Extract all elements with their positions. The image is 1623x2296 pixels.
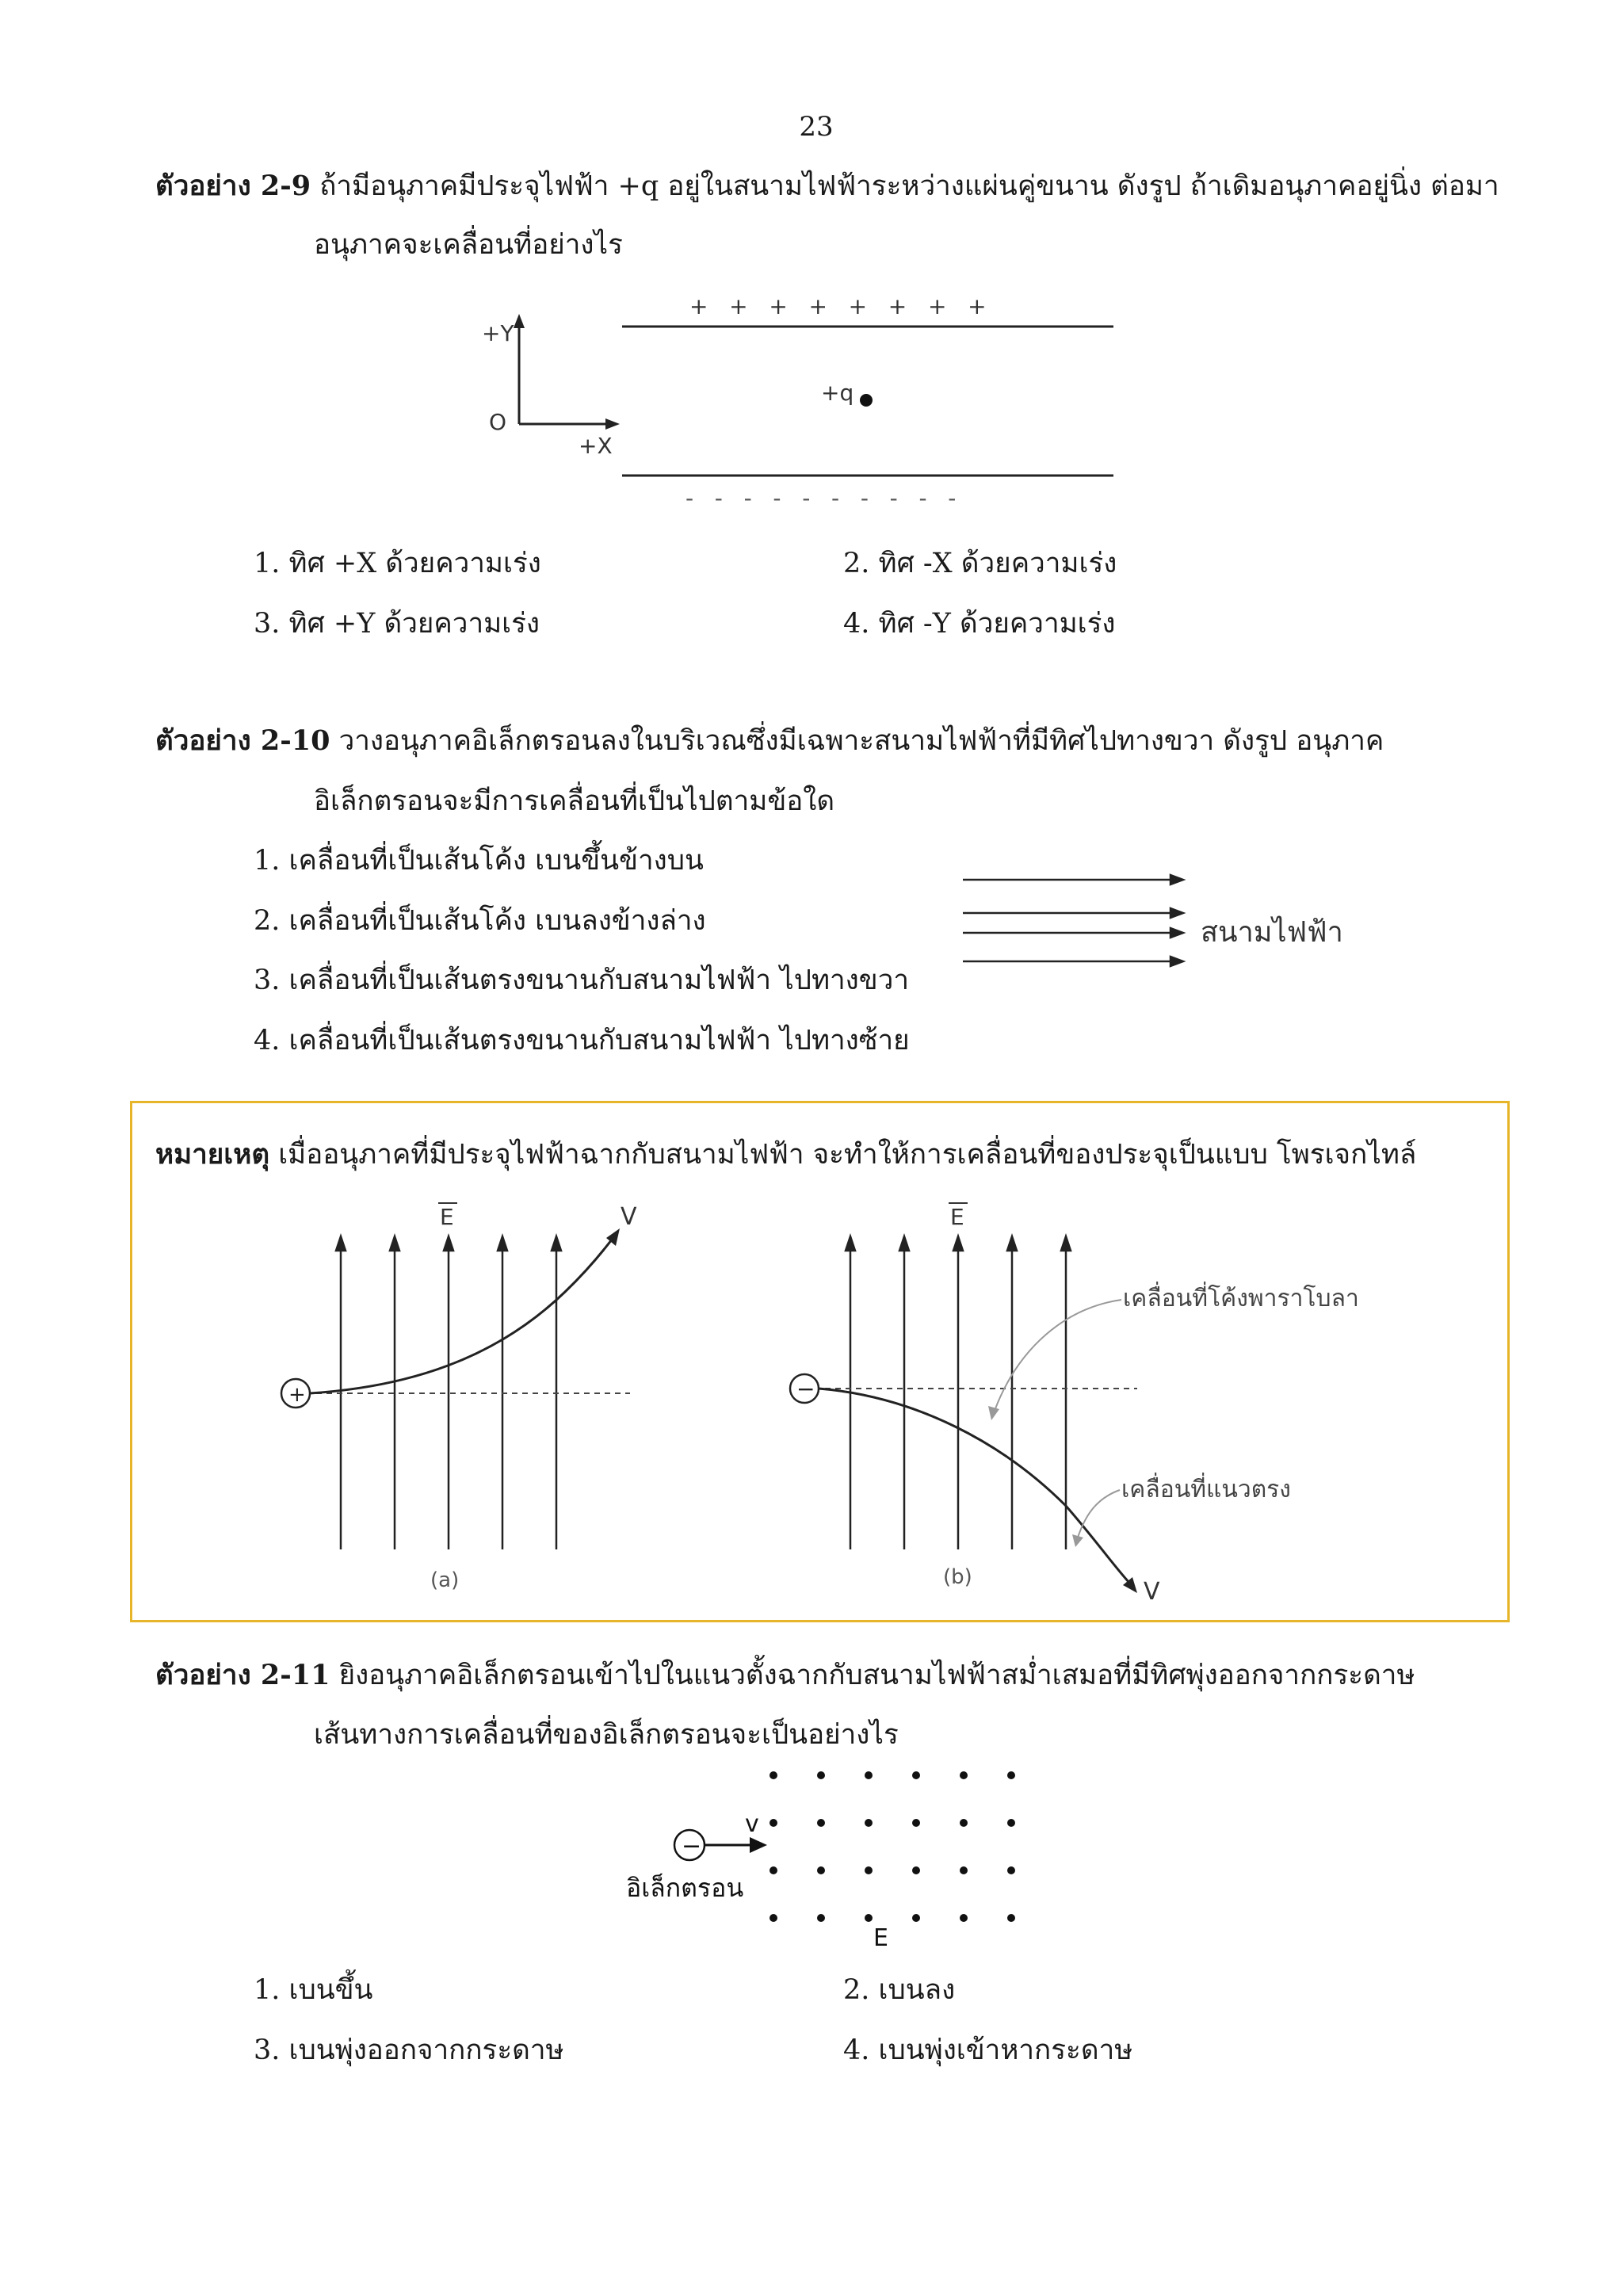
- electric-field-label: สนามไฟฟ้า: [1201, 916, 1343, 949]
- ex9-option-1: 1. ทิศ +X ด้วยความเร่ง: [254, 548, 541, 579]
- projectile-figure-a: [226, 1189, 670, 1617]
- example-2-9-line2: อนุภาคจะเคลื่อนที่อย่างไร: [314, 229, 623, 261]
- example-2-10-question: วางอนุภาคอิเล็กตรอนลงในบริเวณซึ่งมีเฉพาะสนามไฟฟ้าที่มีทิศไปทางขวา ดังรูป อนุภาค: [330, 725, 1384, 757]
- ex11-option-2: 2. เบนลง: [843, 1974, 956, 2006]
- example-2-10-line2: อิเล็กตรอนจะมีการเคลื่อนที่เป็นไปตามข้อใด: [314, 785, 835, 817]
- callout-straight-label: เคลื่อนที่แนวตรง: [1121, 1476, 1291, 1503]
- callout-parabola-label: เคลื่อนที่โค้งพาราโบลา: [1123, 1285, 1359, 1312]
- note-label: หมายเหตุ: [155, 1138, 270, 1171]
- curved-path-up: [310, 1236, 614, 1393]
- caption-a: (a): [430, 1568, 460, 1592]
- ex10-option-3: 3. เคลื่อนที่เป็นเส้นตรงขนานกับสนามไฟฟ้า ไปทางขวา: [254, 965, 909, 996]
- electron-field-dots-figure: [618, 1755, 1030, 1954]
- example-2-9-question: ถ้ามีอนุภาคมีประจุไฟฟ้า +q อยู่ในสนามไฟฟ้าระหว่างแผ่นคู่ขนาน ดังรูป ถ้าเดิมอนุภาคอยู่นิ่ง ต่อมา: [311, 170, 1499, 202]
- example-2-9-label: ตัวอย่าง 2-9: [155, 170, 311, 202]
- negative-charge-sign: −: [796, 1376, 815, 1402]
- example-2-11-label: ตัวอย่าง 2-11: [155, 1659, 330, 1691]
- parallel-plates-figure: [468, 285, 1133, 523]
- curved-path-down: [819, 1389, 1129, 1583]
- ex11-option-4: 4. เบนพุ่งเข้าหากระดาษ: [843, 2034, 1133, 2066]
- example-2-11-question: ยิงอนุภาคอิเล็กตรอนเข้าไปในแนวตั้งฉากกับสนามไฟฟ้าสม่ำเสมอที่มีทิศพุ่งออกจากกระดาษ: [330, 1660, 1415, 1691]
- electron-sign: −: [682, 1832, 702, 1860]
- callout-straight-leader: [1078, 1490, 1120, 1538]
- example-2-9-line1: [155, 170, 1499, 203]
- example-2-10-line1: [155, 724, 1384, 758]
- plus-charges-row: + + + + + + + +: [689, 293, 987, 319]
- projectile-figure-b: [781, 1189, 1415, 1617]
- y-axis-arrowhead: [514, 314, 525, 328]
- field-e-label-b: E: [950, 1204, 964, 1230]
- charge-dot: [860, 394, 873, 407]
- ex9-option-4: 4. ทิศ -Y ด้วยความเร่ง: [843, 608, 1116, 640]
- x-axis-label: +X: [579, 433, 613, 459]
- note-text: เมื่ออนุภาคที่มีประจุไฟฟ้าฉากกับสนามไฟฟ้า จะทำให้การเคลื่อนที่ของประจุเป็นแบบ โพรเจกไทล์: [269, 1139, 1417, 1171]
- ex9-option-3: 3. ทิศ +Y ด้วยความเร่ง: [254, 608, 540, 640]
- electric-field-arrows-figure: [947, 856, 1391, 999]
- ex10-option-4: 4. เคลื่อนที่เป็นเส้นตรงขนานกับสนามไฟฟ้า ไปทางซ้าย: [254, 1025, 910, 1056]
- electron-label: อิเล็กตรอน: [626, 1873, 744, 1903]
- example-2-11-line2: เส้นทางการเคลื่อนที่ของอิเล็กตรอนจะเป็นอย่างไร: [314, 1719, 899, 1751]
- ex10-option-1: 1. เคลื่อนที่เป็นเส้นโค้ง เบนขึ้นข้างบน: [254, 845, 704, 877]
- minus-charges-row: - - - - - - - - - -: [685, 485, 957, 511]
- y-axis-label: +Y: [482, 320, 514, 346]
- callout-parabola-leader: [995, 1300, 1121, 1411]
- velocity-label-a: V: [621, 1203, 637, 1231]
- x-axis-arrowhead: [605, 418, 620, 430]
- positive-charge-sign: +: [288, 1383, 306, 1407]
- note-line: [155, 1138, 1416, 1171]
- velocity-label: v: [745, 1810, 759, 1838]
- example-2-11-line1: [155, 1659, 1415, 1692]
- example-2-10-label: ตัวอย่าง 2-10: [155, 724, 330, 757]
- ex10-option-2: 2. เคลื่อนที่เป็นเส้นโค้ง เบนลงข้างล่าง: [254, 905, 706, 937]
- field-e-label: E: [873, 1924, 888, 1952]
- caption-b: (b): [943, 1565, 972, 1589]
- velocity-label-b: V: [1144, 1578, 1160, 1606]
- charge-label: +q: [821, 380, 854, 406]
- ex11-option-1: 1. เบนขึ้น: [254, 1974, 373, 2006]
- page-number: 23: [799, 111, 834, 143]
- ex9-option-2: 2. ทิศ -X ด้วยความเร่ง: [843, 548, 1117, 579]
- origin-label: O: [489, 409, 507, 435]
- ex11-option-3: 3. เบนพุ่งออกจากกระดาษ: [254, 2034, 564, 2066]
- field-dots-out-of-page: [769, 1771, 1015, 1922]
- field-e-label-a: E: [440, 1204, 454, 1230]
